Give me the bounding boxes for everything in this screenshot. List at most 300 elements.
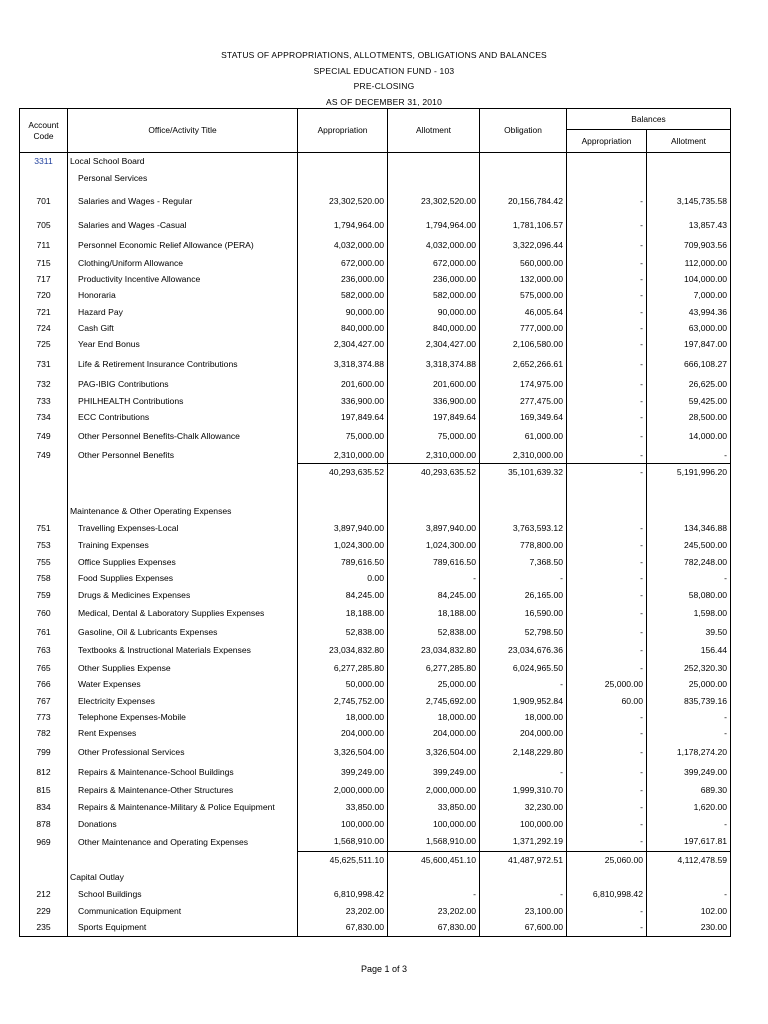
balance-allotment-cell: 1,178,274.20: [647, 742, 731, 763]
item-title: Honoraria: [68, 288, 298, 304]
balance-allotment-cell: 666,108.27: [647, 353, 731, 377]
allotment-cell: 33,850.00: [388, 799, 480, 816]
appropriation-cell: 1,568,910.00: [298, 833, 388, 852]
allotment-cell: 1,024,300.00: [388, 537, 480, 554]
table-row: [20, 571, 731, 587]
table-header: [20, 109, 731, 153]
empty-cell: [567, 170, 647, 187]
allotment-cell: 3,897,940.00: [388, 520, 480, 537]
col-header-account-code: Account Code: [20, 109, 68, 153]
balance-appropriation-cell: -: [567, 783, 647, 799]
subsection-title: Capital Outlay: [68, 869, 298, 886]
table-row: [20, 410, 731, 426]
empty-cell: [480, 481, 567, 503]
report-header: [0, 48, 768, 110]
appropriation-cell: 6,277,285.80: [298, 660, 388, 677]
empty-cell: [20, 481, 68, 503]
obligation-cell: 20,156,784.42: [480, 187, 567, 216]
balance-appropriation-cell: -: [567, 288, 647, 304]
empty-cell: [388, 869, 480, 886]
balance-allotment-cell: 58,080.00: [647, 587, 731, 605]
allotment-cell: 25,000.00: [388, 677, 480, 693]
table-row: [20, 187, 731, 216]
table-row: [20, 353, 731, 377]
account-code: 733: [20, 393, 68, 410]
item-title: Salaries and Wages - Regular: [68, 187, 298, 216]
obligation-cell: 3,763,593.12: [480, 520, 567, 537]
subsection-title: Maintenance & Other Operating Expenses: [68, 503, 298, 520]
account-code: 878: [20, 816, 68, 833]
balance-allotment-cell: 104,000.00: [647, 272, 731, 288]
allotment-cell: 2,745,692.00: [388, 693, 480, 710]
allotment-cell: 90,000.00: [388, 304, 480, 321]
subtotal-obligation: 41,487,972.51: [480, 852, 567, 869]
account-code: 834: [20, 799, 68, 816]
subtotal-allotment: 40,293,635.52: [388, 464, 480, 481]
obligation-cell: -: [480, 886, 567, 903]
account-code: 717: [20, 272, 68, 288]
item-title: Donations: [68, 816, 298, 833]
empty-cell: [480, 153, 567, 170]
item-title: Other Professional Services: [68, 742, 298, 763]
table-row: [20, 677, 731, 693]
account-code: 758: [20, 571, 68, 587]
account-code: 715: [20, 256, 68, 272]
subtotal-row: [20, 464, 731, 481]
appropriation-cell: 75,000.00: [298, 426, 388, 448]
appropriation-cell: 90,000.00: [298, 304, 388, 321]
empty-cell: [68, 852, 298, 869]
obligation-cell: 560,000.00: [480, 256, 567, 272]
account-code: 755: [20, 554, 68, 571]
table-row: [20, 742, 731, 763]
balance-appropriation-cell: -: [567, 816, 647, 833]
balance-allotment-cell: 709,903.56: [647, 236, 731, 256]
table-row: [20, 623, 731, 642]
appropriation-cell: 0.00: [298, 571, 388, 587]
section-title: Local School Board: [68, 153, 298, 170]
balance-appropriation-cell: 60.00: [567, 693, 647, 710]
balance-allotment-cell: -: [647, 886, 731, 903]
blank-row: [20, 481, 731, 503]
table-row: [20, 304, 731, 321]
account-code: 763: [20, 642, 68, 660]
obligation-cell: 2,310,000.00: [480, 448, 567, 464]
appropriations-table: [19, 108, 731, 937]
item-title: Life & Retirement Insurance Contributions: [68, 353, 298, 377]
obligation-cell: 2,106,580.00: [480, 337, 567, 353]
empty-cell: [20, 170, 68, 187]
balance-appropriation-cell: -: [567, 236, 647, 256]
obligation-cell: -: [480, 677, 567, 693]
col-header-appropriation: Appropriation: [298, 109, 388, 153]
balance-allotment-cell: 13,857.43: [647, 216, 731, 236]
obligation-cell: 67,600.00: [480, 920, 567, 937]
appropriation-cell: 4,032,000.00: [298, 236, 388, 256]
appropriation-cell: 23,202.00: [298, 903, 388, 920]
appropriation-cell: 52,838.00: [298, 623, 388, 642]
allotment-cell: 399,249.00: [388, 763, 480, 783]
table-row: [20, 642, 731, 660]
account-code: 705: [20, 216, 68, 236]
balance-appropriation-cell: -: [567, 799, 647, 816]
appropriation-cell: 3,318,374.88: [298, 353, 388, 377]
allotment-cell: 201,600.00: [388, 377, 480, 393]
item-title: Textbooks & Instructional Materials Expenses: [68, 642, 298, 660]
appropriation-cell: 23,034,832.80: [298, 642, 388, 660]
empty-cell: [298, 869, 388, 886]
balance-appropriation-cell: -: [567, 623, 647, 642]
obligation-cell: 777,000.00: [480, 321, 567, 337]
empty-cell: [480, 170, 567, 187]
allotment-cell: 100,000.00: [388, 816, 480, 833]
balance-appropriation-cell: -: [567, 537, 647, 554]
obligation-cell: 1,909,952.84: [480, 693, 567, 710]
account-code: 969: [20, 833, 68, 852]
balance-appropriation-cell: -: [567, 710, 647, 726]
obligation-cell: -: [480, 763, 567, 783]
empty-cell: [20, 503, 68, 520]
balance-appropriation-cell: 25,000.00: [567, 677, 647, 693]
balance-allotment-cell: 156.44: [647, 642, 731, 660]
account-code: 701: [20, 187, 68, 216]
appropriation-cell: 236,000.00: [298, 272, 388, 288]
allotment-cell: 18,000.00: [388, 710, 480, 726]
allotment-cell: 672,000.00: [388, 256, 480, 272]
account-code: 212: [20, 886, 68, 903]
table-row: [20, 763, 731, 783]
balance-appropriation-cell: 6,810,998.42: [567, 886, 647, 903]
table-row: [20, 288, 731, 304]
subsection-title: Personal Services: [68, 170, 298, 187]
allotment-cell: 23,302,520.00: [388, 187, 480, 216]
allotment-cell: 1,568,910.00: [388, 833, 480, 852]
account-code: 749: [20, 426, 68, 448]
item-title: Electricity Expenses: [68, 693, 298, 710]
balance-appropriation-cell: -: [567, 377, 647, 393]
item-title: Office Supplies Expenses: [68, 554, 298, 571]
balance-appropriation-cell: -: [567, 726, 647, 742]
balance-allotment-cell: -: [647, 448, 731, 464]
item-title: Rent Expenses: [68, 726, 298, 742]
item-title: Clothing/Uniform Allowance: [68, 256, 298, 272]
obligation-cell: 46,005.64: [480, 304, 567, 321]
balance-allotment-cell: 112,000.00: [647, 256, 731, 272]
allotment-cell: 197,849.64: [388, 410, 480, 426]
account-code: 767: [20, 693, 68, 710]
appropriation-cell: 23,302,520.00: [298, 187, 388, 216]
obligation-cell: 26,165.00: [480, 587, 567, 605]
table-row: [20, 710, 731, 726]
allotment-cell: 789,616.50: [388, 554, 480, 571]
item-title: Water Expenses: [68, 677, 298, 693]
item-title: Other Personnel Benefits-Chalk Allowance: [68, 426, 298, 448]
obligation-cell: 100,000.00: [480, 816, 567, 833]
allotment-cell: 84,245.00: [388, 587, 480, 605]
empty-cell: [480, 869, 567, 886]
allotment-cell: 6,277,285.80: [388, 660, 480, 677]
table-row: [20, 693, 731, 710]
table-row: [20, 726, 731, 742]
account-code: 711: [20, 236, 68, 256]
balance-allotment-cell: 59,425.00: [647, 393, 731, 410]
allotment-cell: 1,794,964.00: [388, 216, 480, 236]
table-row: [20, 426, 731, 448]
empty-cell: [480, 503, 567, 520]
balance-appropriation-cell: -: [567, 353, 647, 377]
col-header-obligation: Obligation: [480, 109, 567, 153]
balance-allotment-cell: 25,000.00: [647, 677, 731, 693]
balance-appropriation-cell: -: [567, 321, 647, 337]
balance-appropriation-cell: -: [567, 642, 647, 660]
table-body: [20, 153, 731, 937]
balance-allotment-cell: 835,739.16: [647, 693, 731, 710]
table-row: [20, 554, 731, 571]
empty-cell: [388, 503, 480, 520]
allotment-cell: 336,900.00: [388, 393, 480, 410]
empty-cell: [388, 153, 480, 170]
empty-cell: [388, 481, 480, 503]
account-code: 229: [20, 903, 68, 920]
table-row: [20, 903, 731, 920]
empty-cell: [298, 481, 388, 503]
obligation-cell: 575,000.00: [480, 288, 567, 304]
allotment-cell: 2,000,000.00: [388, 783, 480, 799]
allotment-cell: 3,326,504.00: [388, 742, 480, 763]
empty-cell: [20, 464, 68, 481]
balance-allotment-cell: 14,000.00: [647, 426, 731, 448]
appropriation-cell: 33,850.00: [298, 799, 388, 816]
account-code: 721: [20, 304, 68, 321]
item-title: ECC Contributions: [68, 410, 298, 426]
appropriation-cell: 67,830.00: [298, 920, 388, 937]
subtotal-appropriation: 45,625,511.10: [298, 852, 388, 869]
item-title: Medical, Dental & Laboratory Supplies Expenses: [68, 605, 298, 623]
table-row: [20, 920, 731, 937]
item-title: Hazard Pay: [68, 304, 298, 321]
col-header-title: Office/Activity Title: [68, 109, 298, 153]
appropriation-cell: 2,310,000.00: [298, 448, 388, 464]
table-row: [20, 272, 731, 288]
subtotal-row: [20, 852, 731, 869]
table-row: [20, 337, 731, 353]
appropriation-cell: 1,024,300.00: [298, 537, 388, 554]
allotment-cell: -: [388, 886, 480, 903]
obligation-cell: 169,349.64: [480, 410, 567, 426]
account-code: 731: [20, 353, 68, 377]
obligation-cell: 174,975.00: [480, 377, 567, 393]
appropriation-cell: 18,188.00: [298, 605, 388, 623]
balance-allotment-cell: 197,617.81: [647, 833, 731, 852]
balance-allotment-cell: 1,620.00: [647, 799, 731, 816]
balance-appropriation-cell: -: [567, 426, 647, 448]
obligation-cell: 52,798.50: [480, 623, 567, 642]
col-header-balance-allotment: Allotment: [647, 130, 731, 153]
allotment-cell: 67,830.00: [388, 920, 480, 937]
col-header-balances: Balances: [567, 109, 731, 130]
balance-allotment-cell: -: [647, 571, 731, 587]
item-title: Cash Gift: [68, 321, 298, 337]
table-row: [20, 833, 731, 852]
balance-appropriation-cell: -: [567, 605, 647, 623]
report-title: STATUS OF APPROPRIATIONS, ALLOTMENTS, OBLIGATIONS AND BALANCES: [221, 50, 547, 60]
table-row: [20, 321, 731, 337]
obligation-cell: 1,999,310.70: [480, 783, 567, 799]
balance-appropriation-cell: -: [567, 448, 647, 464]
empty-cell: [647, 170, 731, 187]
empty-cell: [567, 869, 647, 886]
balance-allotment-cell: 28,500.00: [647, 410, 731, 426]
empty-cell: [647, 503, 731, 520]
balance-allotment-cell: 230.00: [647, 920, 731, 937]
section-row: [20, 153, 731, 170]
allotment-cell: 52,838.00: [388, 623, 480, 642]
balance-allotment-cell: -: [647, 726, 731, 742]
balance-appropriation-cell: -: [567, 410, 647, 426]
appropriation-cell: 197,849.64: [298, 410, 388, 426]
item-title: Gasoline, Oil & Lubricants Expenses: [68, 623, 298, 642]
balance-appropriation-cell: -: [567, 571, 647, 587]
item-title: Food Supplies Expenses: [68, 571, 298, 587]
balance-allotment-cell: 1,598.00: [647, 605, 731, 623]
balance-appropriation-cell: -: [567, 272, 647, 288]
account-code: 724: [20, 321, 68, 337]
subtotal-appropriation: 40,293,635.52: [298, 464, 388, 481]
table-row: [20, 216, 731, 236]
balance-appropriation-cell: -: [567, 660, 647, 677]
account-code: 761: [20, 623, 68, 642]
balance-appropriation-cell: -: [567, 187, 647, 216]
account-code: 766: [20, 677, 68, 693]
allotment-cell: 2,304,427.00: [388, 337, 480, 353]
empty-cell: [298, 153, 388, 170]
table-row: [20, 393, 731, 410]
item-title: School Buildings: [68, 886, 298, 903]
appropriation-cell: 18,000.00: [298, 710, 388, 726]
empty-cell: [20, 869, 68, 886]
balance-allotment-cell: 134,346.88: [647, 520, 731, 537]
balance-appropriation-cell: -: [567, 833, 647, 852]
balance-allotment-cell: -: [647, 710, 731, 726]
item-title: Training Expenses: [68, 537, 298, 554]
table-row: [20, 520, 731, 537]
item-title: Sports Equipment: [68, 920, 298, 937]
balance-appropriation-cell: -: [567, 337, 647, 353]
balance-appropriation-cell: -: [567, 554, 647, 571]
appropriation-cell: 6,810,998.42: [298, 886, 388, 903]
account-code: 765: [20, 660, 68, 677]
balance-appropriation-cell: -: [567, 903, 647, 920]
obligation-cell: 277,475.00: [480, 393, 567, 410]
item-title: Communication Equipment: [68, 903, 298, 920]
appropriation-cell: 3,897,940.00: [298, 520, 388, 537]
account-code: 782: [20, 726, 68, 742]
account-code: 732: [20, 377, 68, 393]
table-row: [20, 377, 731, 393]
appropriation-cell: 336,900.00: [298, 393, 388, 410]
empty-cell: [298, 170, 388, 187]
col-header-allotment: Allotment: [388, 109, 480, 153]
allotment-cell: 236,000.00: [388, 272, 480, 288]
subsection-row: [20, 503, 731, 520]
subtotal-balance-allotment: 4,112,478.59: [647, 852, 731, 869]
item-title: Productivity Incentive Allowance: [68, 272, 298, 288]
appropriation-cell: 201,600.00: [298, 377, 388, 393]
account-code: 773: [20, 710, 68, 726]
obligation-cell: 778,800.00: [480, 537, 567, 554]
appropriation-cell: 672,000.00: [298, 256, 388, 272]
obligation-cell: 7,368.50: [480, 554, 567, 571]
balance-appropriation-cell: -: [567, 216, 647, 236]
appropriation-cell: 50,000.00: [298, 677, 388, 693]
appropriation-cell: 399,249.00: [298, 763, 388, 783]
item-title: Salaries and Wages -Casual: [68, 216, 298, 236]
account-code: 725: [20, 337, 68, 353]
obligation-cell: 18,000.00: [480, 710, 567, 726]
account-code: 753: [20, 537, 68, 554]
balance-allotment-cell: 102.00: [647, 903, 731, 920]
empty-cell: [567, 153, 647, 170]
table-row: [20, 886, 731, 903]
empty-cell: [647, 153, 731, 170]
balance-allotment-cell: -: [647, 816, 731, 833]
obligation-cell: -: [480, 571, 567, 587]
balance-appropriation-cell: -: [567, 393, 647, 410]
allotment-cell: 4,032,000.00: [388, 236, 480, 256]
empty-cell: [68, 481, 298, 503]
appropriation-cell: 2,000,000.00: [298, 783, 388, 799]
table-row: [20, 816, 731, 833]
balance-allotment-cell: 63,000.00: [647, 321, 731, 337]
allotment-cell: 840,000.00: [388, 321, 480, 337]
empty-cell: [567, 481, 647, 503]
item-title: Drugs & Medicines Expenses: [68, 587, 298, 605]
allotment-cell: 18,188.00: [388, 605, 480, 623]
obligation-cell: 1,781,106.57: [480, 216, 567, 236]
subtotal-allotment: 45,600,451.10: [388, 852, 480, 869]
allotment-cell: 23,034,832.80: [388, 642, 480, 660]
balance-allotment-cell: 7,000.00: [647, 288, 731, 304]
table-row: [20, 587, 731, 605]
obligation-cell: 6,024,965.50: [480, 660, 567, 677]
appropriation-cell: 582,000.00: [298, 288, 388, 304]
empty-cell: [388, 170, 480, 187]
account-code: 749: [20, 448, 68, 464]
balance-allotment-cell: 197,847.00: [647, 337, 731, 353]
table-row: [20, 660, 731, 677]
item-title: PAG-IBIG Contributions: [68, 377, 298, 393]
appropriation-cell: 2,745,752.00: [298, 693, 388, 710]
allotment-cell: 23,202.00: [388, 903, 480, 920]
appropriation-cell: 84,245.00: [298, 587, 388, 605]
table-row: [20, 783, 731, 799]
obligation-cell: 204,000.00: [480, 726, 567, 742]
item-title: Personnel Economic Relief Allowance (PERA): [68, 236, 298, 256]
account-code: 720: [20, 288, 68, 304]
account-code: 734: [20, 410, 68, 426]
page-number: Page 1 of 3: [360, 964, 408, 974]
item-title: Year End Bonus: [68, 337, 298, 353]
account-code: 760: [20, 605, 68, 623]
col-header-balance-appropriation: Appropriation: [567, 130, 647, 153]
allotment-cell: 75,000.00: [388, 426, 480, 448]
allotment-cell: 582,000.00: [388, 288, 480, 304]
obligation-cell: 132,000.00: [480, 272, 567, 288]
balance-allotment-cell: 43,994.36: [647, 304, 731, 321]
balance-appropriation-cell: -: [567, 256, 647, 272]
appropriation-cell: 1,794,964.00: [298, 216, 388, 236]
obligation-cell: 32,230.00: [480, 799, 567, 816]
